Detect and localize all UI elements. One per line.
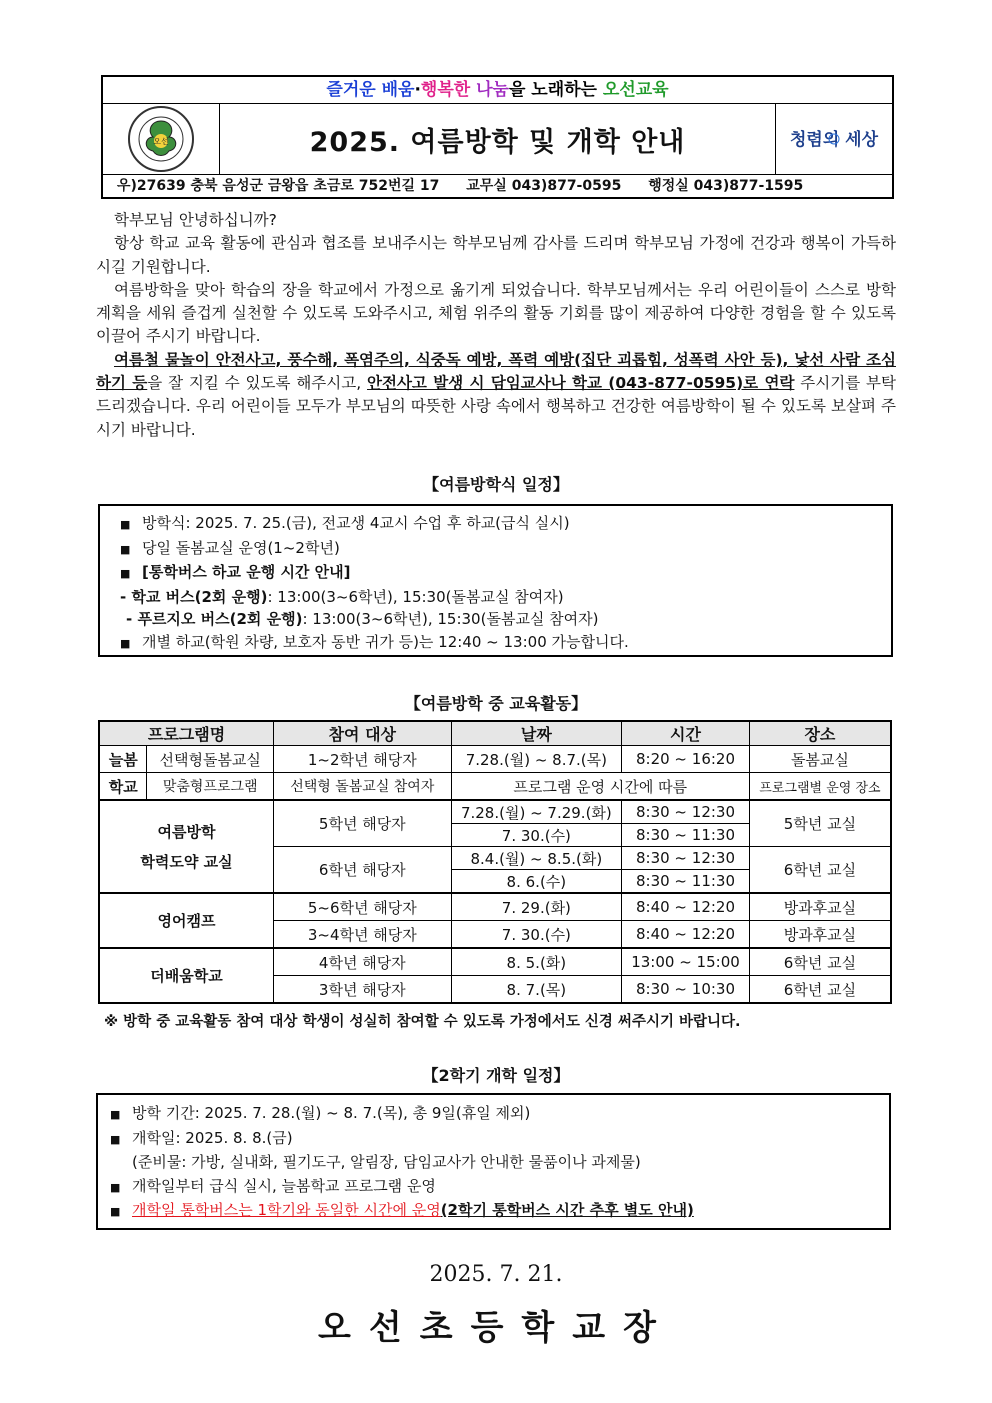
school-emblem-icon [103,104,220,174]
table-cell: 6학년 해당자 [274,847,452,894]
text: [통학버스 하교 운행 시간 안내] [142,563,351,581]
table-cell: 8:40 ~ 12:20 [622,921,750,949]
table-cell: 영어캠프 [99,893,274,948]
column-header: 날짜 [451,721,622,746]
list-item [110,1175,889,1200]
table-header-row [99,721,891,746]
table-cell: 프로그램 운영 시간에 따름 [451,773,749,801]
office-phone-1: 교무실 043)877-0595 [466,178,622,194]
table-cell: 13:00 ~ 15:00 [622,948,750,976]
list-item [120,561,891,586]
contact-instruction: 안전사고 발생 시 담임교사나 학교 (043-877-0595)로 연락 [367,374,795,393]
list-item [110,1151,889,1175]
table-cell: 방과후교실 [749,921,891,949]
signature: 오선초등학교장 [318,1308,674,1348]
table-cell: 8. 6.(수) [451,870,622,894]
letterhead [101,75,894,199]
list-item [120,631,891,656]
paragraph-3 [96,349,896,442]
table-cell: 돌봄교실 [749,746,891,773]
bullet-icon: ■ [120,542,131,556]
text: 개별 하교(학원 차량, 보호자 동반 귀가 등)는 12:40 ~ 13:00 가능합니다. [142,632,629,651]
column-header: 장소 [749,721,891,746]
table-cell: 프로그램별 운영 장소 [749,773,891,801]
table-cell: 맞춤형프로그램 [147,773,274,801]
paragraph-2: 여름방학을 맞아 학습의 장을 학교에서 가정으로 옮기게 되었습니다. 학부모님께서는 우리 어린이들이 스스로 방학 계획을 세워 즐겁게 실천할 수 있도록 도와주시고, 체험 위주의 활동 기회를 많이 제공하여 다양한 경험을 할 수 있도록 이끌어 주시기 바랍니다. [96,280,896,346]
section-title-closing: 【여름방학식 일정】 [423,475,569,494]
table-cell: 늘봄 [99,746,147,773]
text: 방학 기간: 2025. 7. 28.(월) ~ 8. 7.(목), 총 9일(휴일 제외) [132,1104,531,1122]
text: 개학일부터 급식 실시, 늘봄학교 프로그램 운영 [132,1176,436,1195]
table-cell: 8:30 ~ 12:30 [622,800,750,824]
table-cell: 더배움학교 [99,948,274,1003]
semester-schedule-box [96,1093,891,1230]
table-cell: 8:30 ~ 11:30 [622,870,750,894]
text: 학력도약 교실 [140,852,233,871]
column-header: 프로그램명 [99,721,274,746]
table-cell: 방과후교실 [749,893,891,921]
table-cell: 학교 [99,773,147,801]
text: 여름방학 [157,822,216,841]
letter-date: 2025. 7. 21. [429,1262,563,1287]
table-cell: 8:30 ~ 12:30 [622,847,750,870]
table-cell: 8:40 ~ 12:20 [622,893,750,921]
svg-text:청렴의 세상: 청렴의 세상 [790,130,879,150]
list-item [120,608,891,631]
integrity-logo [775,104,892,174]
table-row [99,800,891,824]
table-cell: 8:30 ~ 10:30 [622,976,750,1004]
text: (준비물: 가방, 실내화, 필기도구, 알림장, 담임교사가 안내한 물품이나 과제물) [132,1153,641,1171]
slogan-segment: 즐거운 [326,80,382,100]
letter-body [96,209,896,442]
table-cell: 8.4.(월) ~ 8.5.(화) [451,847,622,870]
slogan-segment: · [414,80,421,100]
bullet-icon: ■ [120,518,131,531]
closing-schedule-box [98,504,893,657]
bus-notice: 개학일 통학버스는 1학기와 동일한 시간에 운영 [132,1201,441,1219]
slogan-segment: 오선교육 [602,80,669,100]
bullet-icon: ■ [110,1205,121,1218]
text: 주시기를 부탁드리겠습니다. 우리 어린이들 모두가 부모님의 따뜻한 사랑 속에서 행복하고 건강한 여름방학이 될 수 있도록 보살펴 주시기 바랍니다. [96,374,896,439]
table-row [99,893,891,921]
address: 우)27639 충북 음성군 금왕읍 초금로 752번길 17 [117,178,440,194]
table-cell [99,800,274,893]
greeting: 학부모님 안녕하십니까? [114,211,277,229]
list-item [110,1127,889,1152]
section-title-activities: 【여름방학 중 교육활동】 [404,694,588,713]
bullet-icon: ■ [110,1180,121,1194]
table-cell: 5~6학년 해당자 [274,893,452,921]
table-cell: 8. 5.(화) [451,948,622,976]
text: (2학기 통학버스 시간 추후 별도 안내) [440,1201,694,1219]
text: 개학일: 2025. 8. 8.(금) [132,1128,293,1147]
text: 방학식: 2025. 7. 25.(금), 전교생 4교시 수업 후 하교(급식 실시) [142,514,570,532]
list-item [110,1102,889,1127]
paragraph-1: 항상 학교 교육 활동에 관심과 협조를 보내주시는 학부모님께 감사를 드리며 학부모님 가정에 건강과 행복이 가득하시길 기원합니다. [96,234,896,276]
text: 당일 돌봄교실 운영(1~2학년) [142,538,340,557]
column-header: 시간 [622,721,750,746]
table-cell: 7. 29.(화) [451,893,622,921]
table-cell: 8:30 ~ 11:30 [622,824,750,847]
table-cell: 7.28.(월) ~ 7.29.(화) [451,800,622,824]
table-cell: 6학년 교실 [749,976,891,1004]
slogan [103,77,892,104]
bullet-icon: ■ [110,1132,121,1146]
table-cell: 선택형 돌봄교실 참여자 [274,773,452,801]
table-cell: 7.28.(월) ~ 8.7.(목) [451,746,622,773]
activities-note: ※ 방학 중 교육활동 참여 대상 학생이 성실히 참여할 수 있도록 가정에서도 신경 써주시기 바랍니다. [104,1014,741,1030]
text: - 학교 버스(2회 운행) [120,587,268,606]
activities-table [98,720,892,1004]
text: - 푸르지오 버스(2회 운행) [126,610,303,628]
table-cell: 7. 30.(수) [451,921,622,949]
slogan-segment: 나눔 [476,80,509,100]
table-cell: 3학년 해당자 [274,976,452,1004]
bullet-icon: ■ [110,1108,121,1121]
office-phone-2: 행정실 043)877-1595 [648,178,804,194]
safety-list: 여름철 물놀이 안전사고, 풍수해, 폭염주의, 식중독 예방, 폭력 예방(집단 괴롭힘, 성폭력 사안 등), 낯선 사람 조심하기 등 [96,350,896,393]
table-cell: 8:20 ~ 16:20 [622,746,750,773]
text: : 13:00(3~6학년), 15:30(돌봄교실 참여자) [302,610,599,628]
contact-line [103,175,892,197]
section-title-semester: 【2학기 개학 일정】 [422,1066,570,1085]
list-item [120,537,891,562]
bullet-icon: ■ [120,567,131,580]
slogan-segment: 을 노래하는 [508,80,603,100]
table-row [99,746,891,773]
list-item [120,586,891,609]
text: 을 잘 지킬 수 있도록 해주시고, [147,374,368,393]
slogan-segment: 행복한 [420,80,477,100]
table-cell: 5학년 교실 [749,800,891,847]
bullet-icon: ■ [120,636,131,650]
table-cell: 4학년 해당자 [274,948,452,976]
table-cell: 3~4학년 해당자 [274,921,452,949]
list-item [110,1199,889,1224]
text: : 13:00(3~6학년), 15:30(돌봄교실 참여자) [267,587,564,606]
column-header: 참여 대상 [274,721,452,746]
table-row [99,773,891,801]
list-item [120,512,891,537]
svg-text:오선: 오선 [153,137,169,146]
table-cell: 6학년 교실 [749,847,891,894]
table-row [99,948,891,976]
table-cell: 1~2학년 해당자 [274,746,452,773]
table-cell: 7. 30.(수) [451,824,622,847]
table-cell: 8. 7.(목) [451,976,622,1004]
table-cell: 5학년 해당자 [274,800,452,847]
slogan-segment: 배움 [381,80,415,100]
table-cell: 선택형돌봄교실 [147,746,274,773]
page-title: 2025. 여름방학 및 개학 안내 [309,126,686,158]
table-cell: 6학년 교실 [749,948,891,976]
